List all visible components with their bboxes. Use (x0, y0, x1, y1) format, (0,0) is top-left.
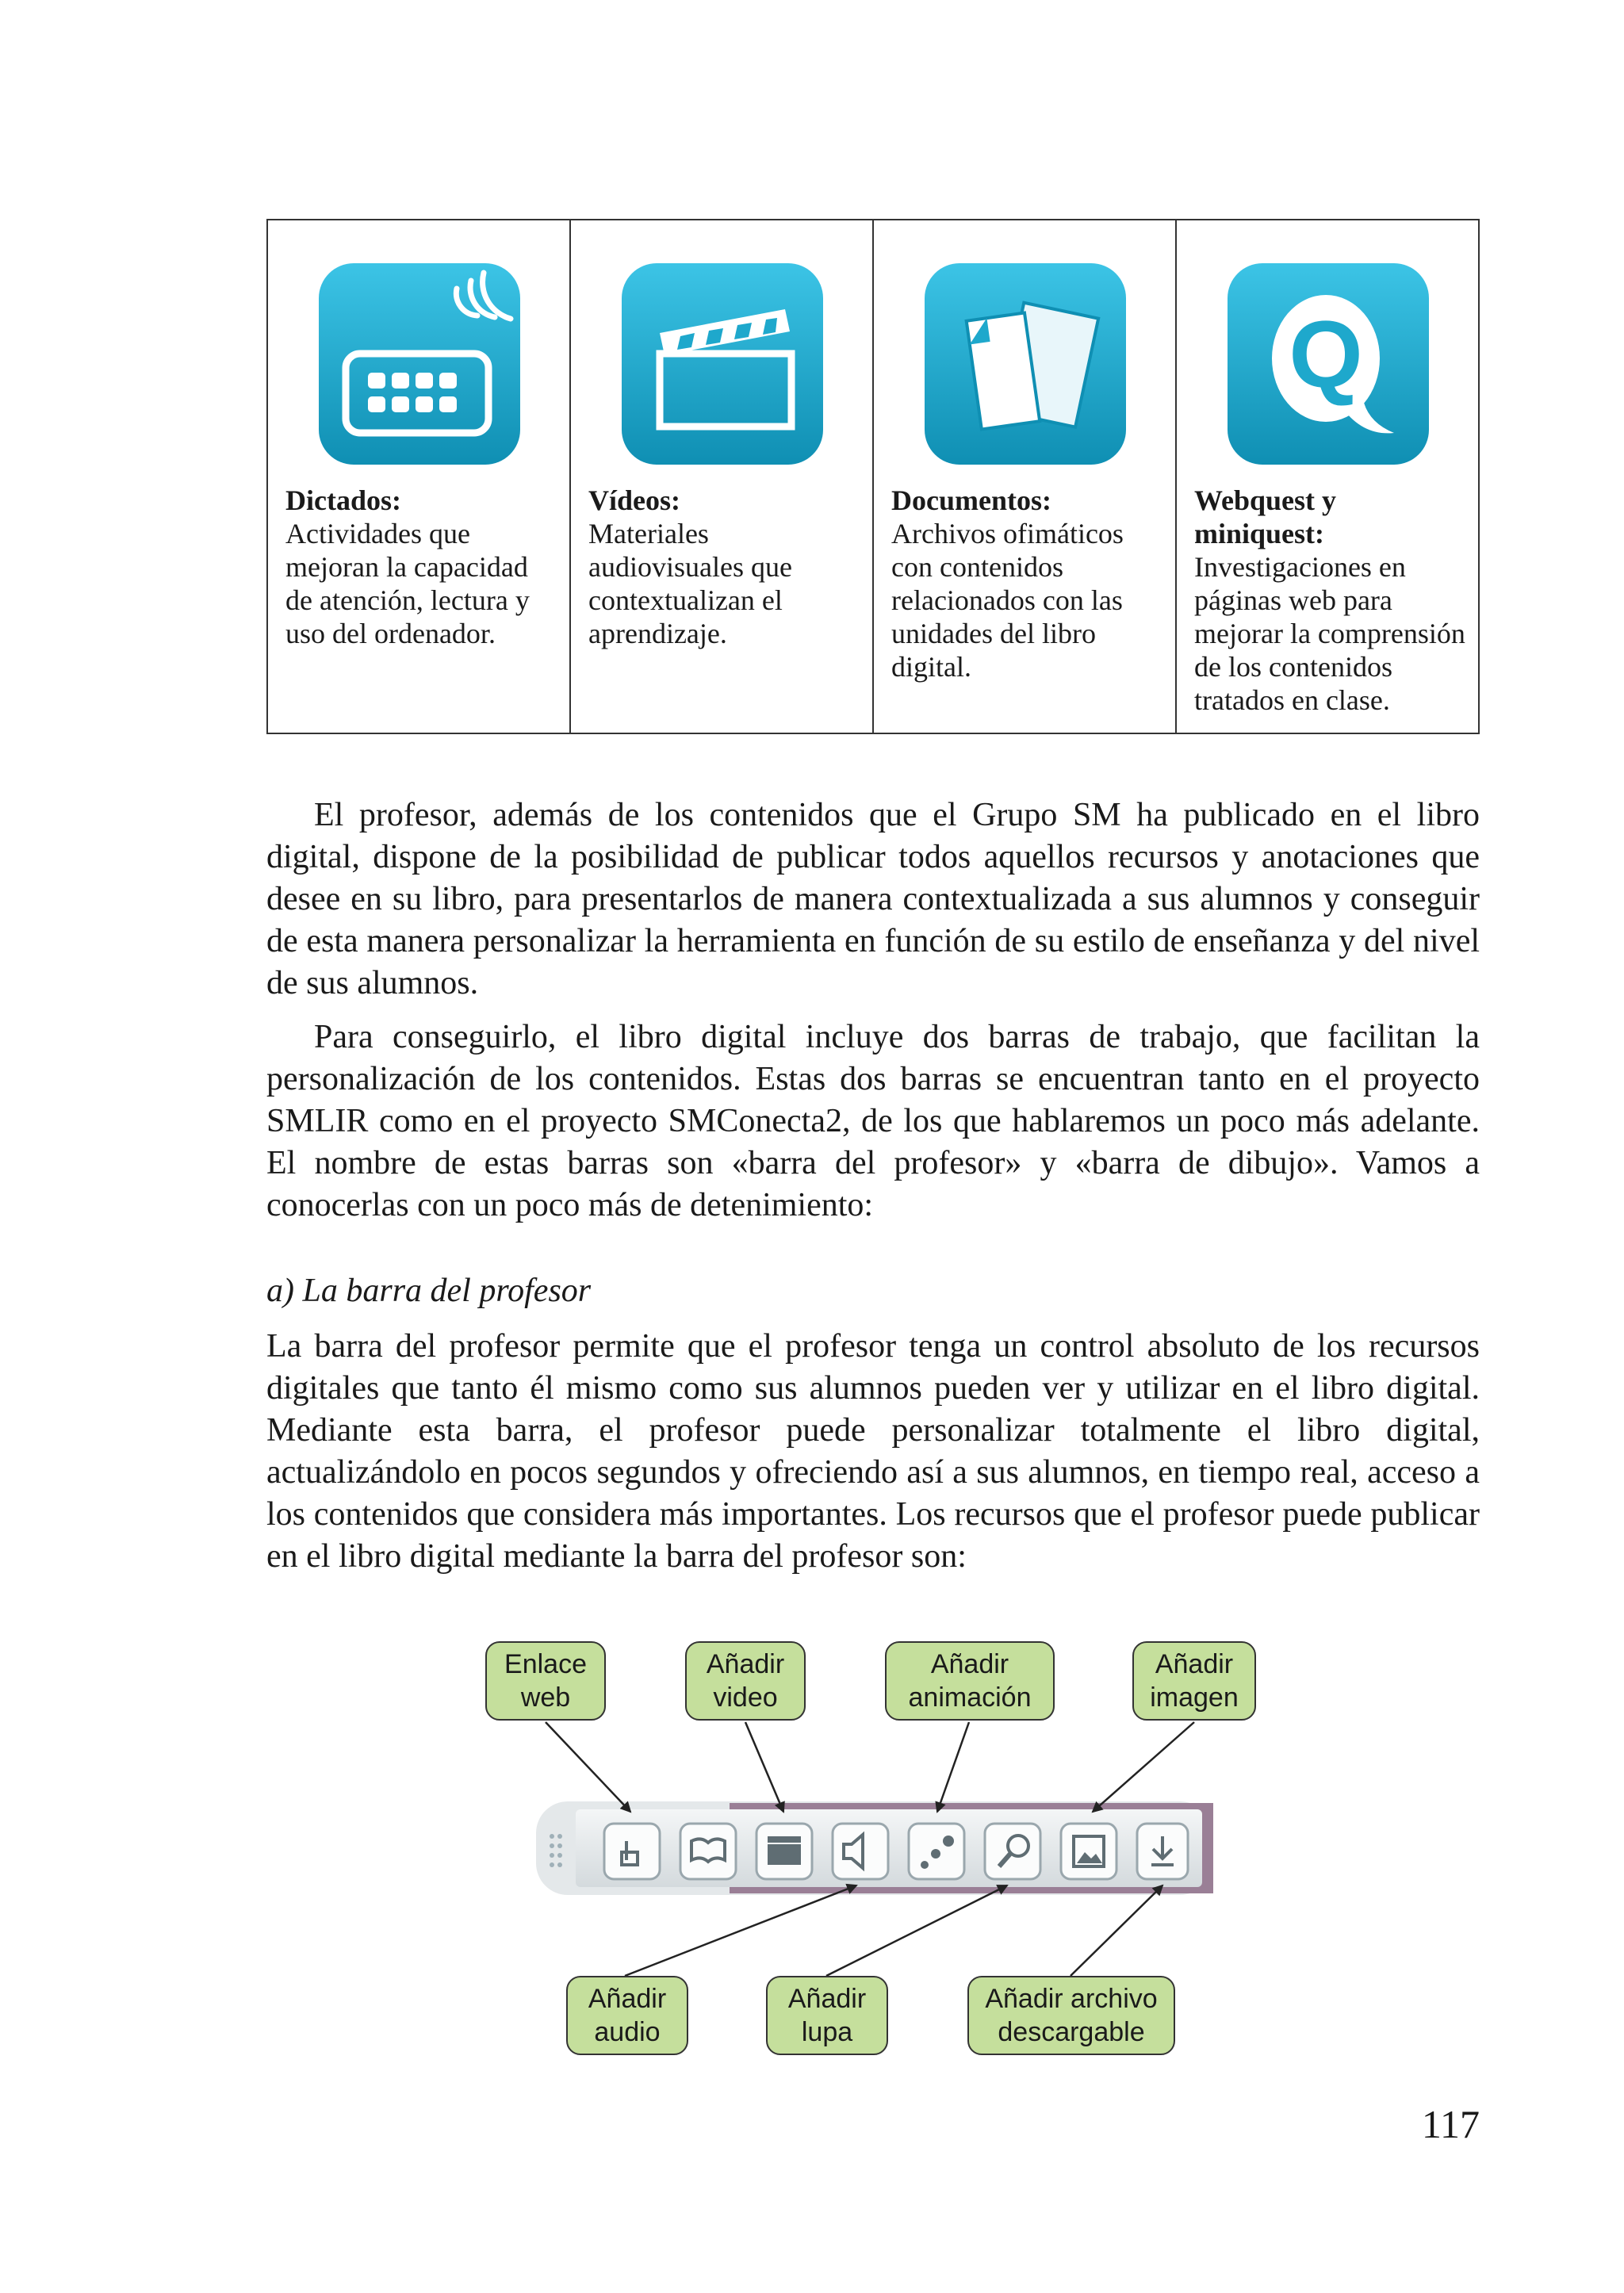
resource-description: Actividades que mejoran la capacidad de atención, lectura y uso del ordenador. (285, 518, 530, 649)
callout-enlace-web (485, 1641, 606, 1721)
teacher-toolbar-diagram (0, 1633, 1624, 2077)
callout-line: descargable (998, 2017, 1145, 2047)
page-number: 117 (1421, 2102, 1480, 2146)
svg-text:Q: Q (1289, 301, 1363, 408)
download-icon[interactable] (1137, 1824, 1188, 1879)
callout-line: Añadir (706, 1649, 785, 1679)
image-icon[interactable] (1061, 1824, 1116, 1879)
paragraph-1: El profesor, además de los contenidos que el Grupo SM ha publicado en el libro digital, dispone de la posibilidad de publicar todos aquellos recursos y anotaciones que desee en su libro, para presentarlos de manera contextualizada a sus alumnos y conseguir de esta manera personalizar la herramienta en función de su estilo de enseñanza y del nivel de sus alumnos. (266, 797, 1480, 1001)
magnifier-icon[interactable] (985, 1824, 1040, 1879)
callout-line: video (713, 1682, 778, 1713)
resource-cell-dictados (268, 220, 571, 733)
clapperboard-icon[interactable] (756, 1824, 812, 1879)
resource-cell-videos (571, 220, 874, 733)
dictation-keyboard-icon (316, 260, 523, 468)
callout-anadir-archivo-descargable (967, 1976, 1175, 2055)
callout-line: Enlace (504, 1649, 587, 1679)
paragraph-2: Para conseguirlo, el libro digital incluye dos barras de trabajo, que facilitan la personalización de los contenidos. Estas dos barras se encuentran tanto en el proyecto SMLIR como en el proyecto SMConecta2, de los que hablaremos un poco más adelante. El nombre de estas barras son «barra del profesor» y «barra de dibujo». Vamos a conocerlas con un poco más de detenimiento: (266, 1019, 1480, 1223)
callout-anadir-imagen (1132, 1641, 1256, 1721)
callout-anadir-lupa (766, 1976, 888, 2055)
section-paragraph: La barra del profesor permite que el profesor tenga un control absoluto de los recursos digitales que tanto él mismo como sus alumnos pueden ver y utilizar en el libro digital. Mediante esta barra, el profesor puede personalizar totalmente el libro digital, actualizándolo en pocos segundos y ofreciendo así a sus alumnos, en tiempo real, acceso a los contenidos que considera más importantes. Los recursos que el profesor puede publicar en el libro digital mediante la barra del profesor son: (266, 1328, 1480, 1575)
callout-line: audio (594, 2017, 661, 2047)
speaker-icon[interactable] (833, 1824, 888, 1879)
book-icon[interactable] (680, 1824, 736, 1879)
callout-line: lupa (801, 2017, 853, 2047)
animation-icon[interactable] (909, 1824, 964, 1879)
resource-title: Dictados: (285, 484, 401, 516)
callout-line: Añadir (588, 1984, 667, 2014)
resource-cell-documentos (874, 220, 1177, 733)
callout-anadir-video (685, 1641, 806, 1721)
resource-description: Investigaciones en páginas web para mejorar la comprensión de los contenidos tratados en clase. (1194, 551, 1465, 716)
callout-line: animación (908, 1682, 1032, 1713)
resource-title: Documentos: (891, 484, 1051, 516)
resources-table (266, 219, 1480, 734)
callout-line: Añadir archivo (985, 1984, 1158, 2014)
webquest-q-icon (1224, 260, 1432, 468)
documents-icon (921, 260, 1129, 468)
clapperboard-icon (619, 260, 826, 468)
resource-description: Archivos ofimáticos con contenidos relacionados con las unidades del libro digital. (891, 518, 1124, 683)
resource-title: Webquest y miniquest: (1194, 484, 1337, 549)
callout-anadir-animacion (885, 1641, 1055, 1721)
callout-anadir-audio (566, 1976, 688, 2055)
resource-cell-webquest (1177, 220, 1478, 733)
section-heading: a) La barra del profesor (266, 1273, 592, 1309)
resource-description: Materiales audiovisuales que contextualizan el aprendizaje. (588, 518, 792, 649)
resource-title: Vídeos: (588, 484, 680, 516)
callout-line: Añadir (1155, 1649, 1234, 1679)
callout-line: imagen (1150, 1682, 1239, 1713)
callout-line: Añadir (930, 1649, 1009, 1679)
callout-line: Añadir (787, 1984, 867, 2014)
callout-line: web (520, 1682, 571, 1713)
hand-pointer-icon[interactable] (604, 1824, 660, 1879)
